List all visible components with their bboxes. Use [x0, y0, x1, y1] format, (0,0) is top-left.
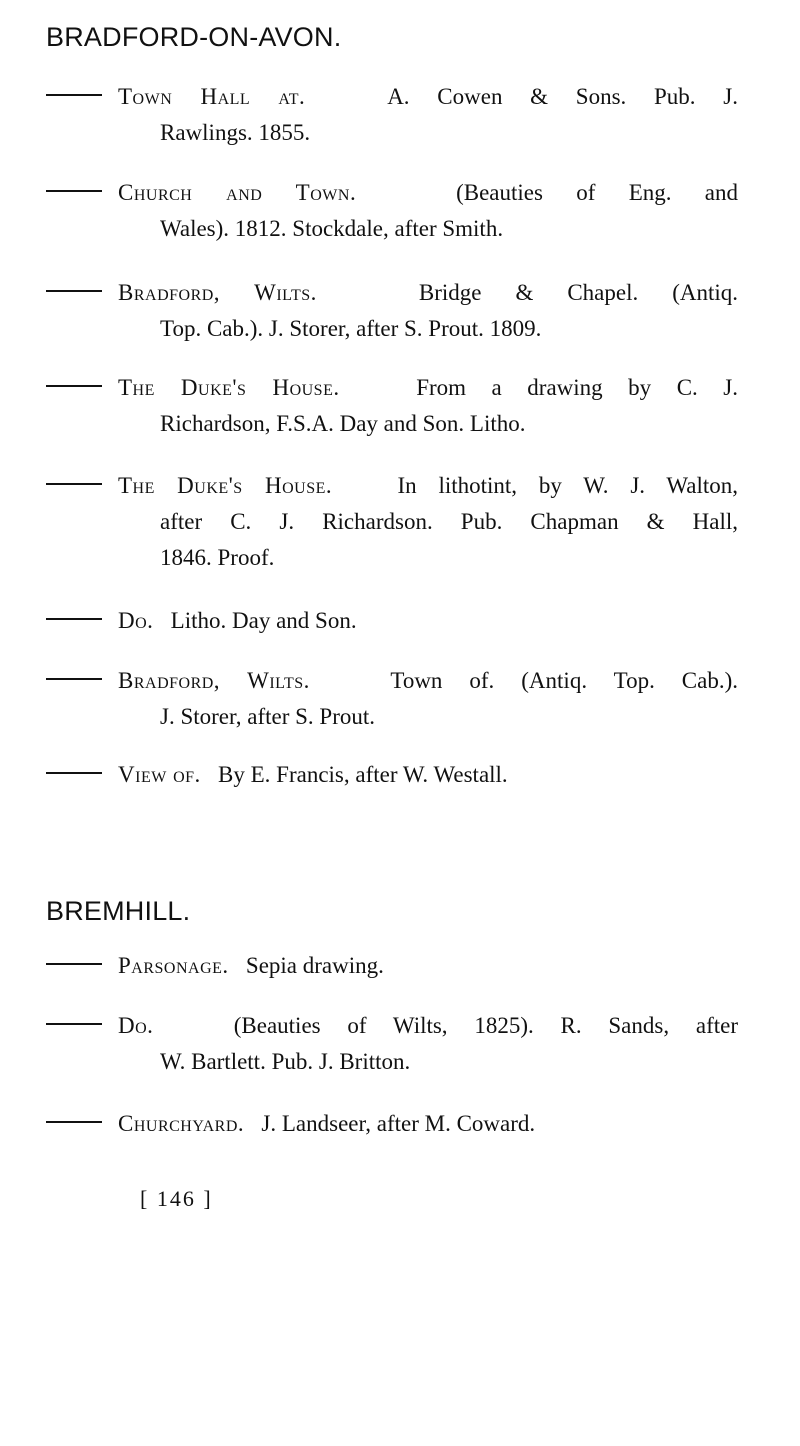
ditto-dash	[46, 190, 102, 192]
catalogue-entry	[46, 948, 738, 984]
ditto-dash	[46, 1023, 102, 1025]
entry-continuation: Richardson, F.S.A. Day and Son. Litho.	[160, 411, 526, 436]
entry-text: J. Landseer, after M. Coward.	[261, 1111, 536, 1136]
entry-text: Sepia drawing.	[245, 953, 384, 978]
entry-title: Parsonage.	[118, 953, 229, 978]
ditto-dash	[46, 483, 102, 485]
entry-text: (Beauties of Wilts, 1825). R. Sands, after	[233, 1013, 738, 1038]
ditto-dash	[46, 678, 102, 680]
entry-continuation: after C. J. Richardson. Pub. Chapman & Hall,	[160, 509, 738, 534]
entry-title: Bradford, Wilts.	[118, 668, 310, 693]
entry-line	[118, 175, 738, 211]
entry-line	[118, 757, 738, 793]
ditto-dash	[46, 963, 102, 965]
entry-continuation: 1846. Proof.	[160, 545, 275, 570]
catalogue-entry	[46, 1008, 738, 1080]
entry-title: The Duke's House.	[118, 473, 333, 498]
catalogue-entry	[46, 757, 738, 793]
catalogue-entry	[46, 468, 738, 576]
entry-title: Churchyard.	[118, 1111, 245, 1136]
catalogue-entry	[46, 370, 738, 442]
entry-line	[118, 1106, 738, 1142]
entry-continuation: Wales). 1812. Stockdale, after Smith.	[160, 216, 504, 241]
entry-title: Do.	[118, 608, 154, 633]
entry-title: Bradford, Wilts.	[118, 280, 317, 305]
entry-text: Litho. Day and Son.	[170, 608, 357, 633]
ditto-dash	[46, 290, 102, 292]
entry-line	[118, 663, 738, 699]
entry-line	[118, 275, 738, 311]
entry-continuation: W. Bartlett. Pub. J. Britton.	[160, 1049, 411, 1074]
entry-line	[118, 948, 738, 984]
catalogue-entry	[46, 1106, 738, 1142]
entry-title: Town Hall at.	[118, 84, 306, 109]
entry-continuation: Top. Cab.). J. Storer, after S. Prout. 1809.	[160, 316, 542, 341]
catalogue-entry	[46, 603, 738, 639]
page-number: [ 146 ]	[140, 1186, 213, 1211]
entry-text: Town of. (Antiq. Top. Cab.).	[390, 668, 738, 693]
catalogue-entry	[46, 663, 738, 735]
ditto-dash	[46, 385, 102, 387]
entry-line	[118, 468, 738, 504]
entry-line	[118, 370, 738, 406]
entry-title: Church and Town.	[118, 180, 357, 205]
entry-text: (Beauties of Eng. and	[456, 180, 739, 205]
catalogue-entry	[46, 275, 738, 347]
ditto-dash	[46, 1121, 102, 1123]
catalogue-entry	[46, 175, 738, 247]
section-heading: BRADFORD-ON-AVON.	[46, 22, 342, 52]
ditto-dash	[46, 94, 102, 96]
ditto-dash	[46, 618, 102, 620]
entry-line	[118, 1008, 738, 1044]
ditto-dash	[46, 772, 102, 774]
entry-line	[118, 603, 738, 639]
entry-text: Bridge & Chapel. (Antiq.	[418, 280, 739, 305]
section-heading: BREMHILL.	[46, 896, 191, 926]
entry-text: From a drawing by C. J.	[416, 375, 739, 400]
entry-continuation: J. Storer, after S. Prout.	[160, 704, 375, 729]
entry-title: Do.	[118, 1013, 154, 1038]
entry-text: A. Cowen & Sons. Pub. J.	[387, 84, 738, 109]
entry-text: By E. Francis, after W. Westall.	[218, 762, 508, 787]
entry-text: In lithotint, by W. J. Walton,	[397, 473, 739, 498]
entry-continuation: Rawlings. 1855.	[160, 120, 311, 145]
entry-line	[118, 79, 738, 115]
entry-title: The Duke's House.	[118, 375, 340, 400]
entry-title: View of.	[118, 762, 201, 787]
catalogue-entry	[46, 79, 738, 151]
